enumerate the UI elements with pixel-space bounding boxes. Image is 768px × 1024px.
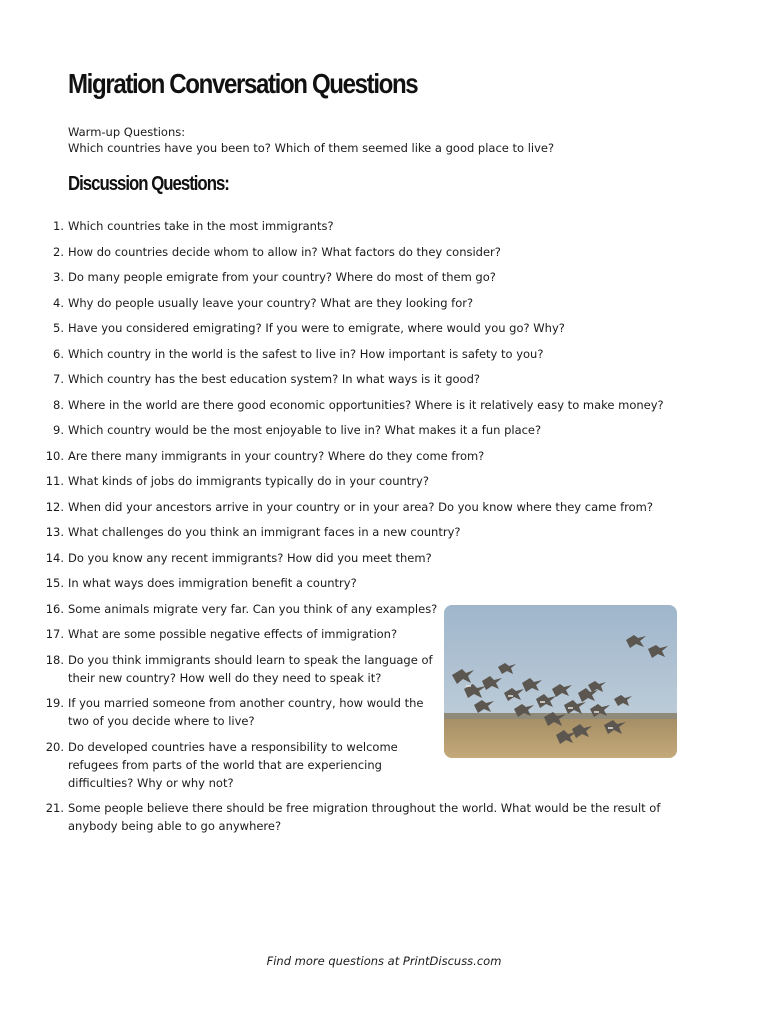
question-number: 15.: [45, 576, 64, 590]
question-text: Why do people usually leave your country? What are they looking for?: [68, 295, 474, 310]
question-item: [0, 268, 680, 286]
question-number: 21.: [45, 801, 64, 815]
warmup-label: Warm-up Questions:: [68, 125, 186, 139]
question-item: [0, 600, 440, 618]
question-number: 10.: [45, 448, 64, 463]
question-number: 18.: [45, 652, 64, 667]
question-number: 8.: [53, 397, 64, 412]
question-number: 17.: [45, 627, 64, 641]
question-text: Do you know any recent immigrants? How did you meet them?: [68, 550, 432, 565]
question-number: 7.: [53, 372, 64, 386]
question-text: Which country in the world is the safest to live in? How important is safety to you?: [68, 346, 544, 361]
question-item: [0, 694, 440, 730]
question-text: Some animals migrate very far. Can you think of any examples?: [68, 601, 438, 616]
question-text: Have you considered emigrating? If you were to emigrate, where would you go? Why?: [68, 321, 565, 335]
question-item: [0, 625, 440, 643]
migrating-birds-photo: [444, 605, 677, 758]
question-number: 11.: [45, 474, 64, 488]
page-title: Migration Conversation Questions: [68, 68, 418, 99]
question-item: [0, 243, 680, 261]
question-number: 14.: [45, 550, 64, 565]
question-item: [0, 799, 680, 835]
question-text: Are there many immigrants in your country? Where do they come from?: [68, 448, 485, 463]
question-item: [0, 447, 680, 465]
question-text: Where in the world are there good economic opportunities? Where is it relatively easy to make money?: [68, 397, 664, 412]
question-number: 9.: [53, 423, 64, 437]
question-text: Some people believe there should be free migration throughout the world. What would be the result of anybody being able to go anywhere?: [68, 801, 661, 833]
question-number: 4.: [53, 295, 64, 310]
question-item: [0, 738, 440, 792]
discussion-heading: Discussion Questions:: [68, 173, 229, 195]
question-item: [0, 523, 680, 541]
question-number: 5.: [53, 321, 64, 335]
question-text: If you married someone from another country, how would the two of you decide where to live?: [68, 696, 424, 728]
question-item: [0, 345, 680, 363]
question-item: [0, 396, 680, 414]
birds-illustration: [444, 605, 677, 758]
question-item: [0, 549, 680, 567]
question-item: [0, 294, 680, 312]
question-text: Do many people emigrate from your country? Where do most of them go?: [68, 270, 496, 284]
question-item: [0, 370, 680, 388]
question-text: What kinds of jobs do immigrants typically do in your country?: [68, 474, 429, 488]
question-text: Do developed countries have a responsibility to welcome refugees from parts of the world that are experiencing difficulties? Why or why not?: [68, 739, 398, 790]
question-item: [0, 217, 680, 235]
warmup-question: Which countries have you been to? Which of them seemed like a good place to live?: [68, 141, 555, 155]
question-text: What are some possible negative effects of immigration?: [68, 627, 398, 641]
question-item: [0, 651, 440, 687]
question-item: [0, 421, 680, 439]
question-text: When did your ancestors arrive in your country or in your area? Do you know where they came from?: [68, 499, 653, 514]
question-text: Which country has the best education system? In what ways is it good?: [68, 372, 480, 386]
question-number: 19.: [45, 696, 64, 710]
question-number: 2.: [53, 244, 64, 259]
question-number: 13.: [45, 525, 64, 539]
question-text: Do you think immigrants should learn to speak the language of their new country? How well do they need to speak it?: [68, 652, 433, 685]
warmup-section: [68, 124, 554, 156]
question-item: [0, 498, 680, 516]
question-number: 6.: [53, 346, 64, 361]
question-text: Which countries take in the most immigrants?: [68, 219, 334, 233]
footer-note: Find more questions at PrintDiscuss.com: [266, 954, 502, 968]
question-number: 16.: [45, 601, 64, 616]
question-item: [0, 472, 680, 490]
question-text: How do countries decide whom to allow in? What factors do they consider?: [68, 244, 501, 259]
question-text: Which country would be the most enjoyable to live in? What makes it a fun place?: [68, 423, 542, 437]
question-item: [0, 319, 680, 337]
question-item: [0, 574, 680, 592]
question-number: 12.: [45, 499, 64, 514]
question-text: What challenges do you think an immigrant faces in a new country?: [68, 525, 461, 539]
question-number: 3.: [53, 270, 64, 284]
question-number: 1.: [53, 219, 64, 233]
question-number: 20.: [45, 739, 64, 754]
question-text: In what ways does immigration benefit a country?: [68, 576, 357, 590]
